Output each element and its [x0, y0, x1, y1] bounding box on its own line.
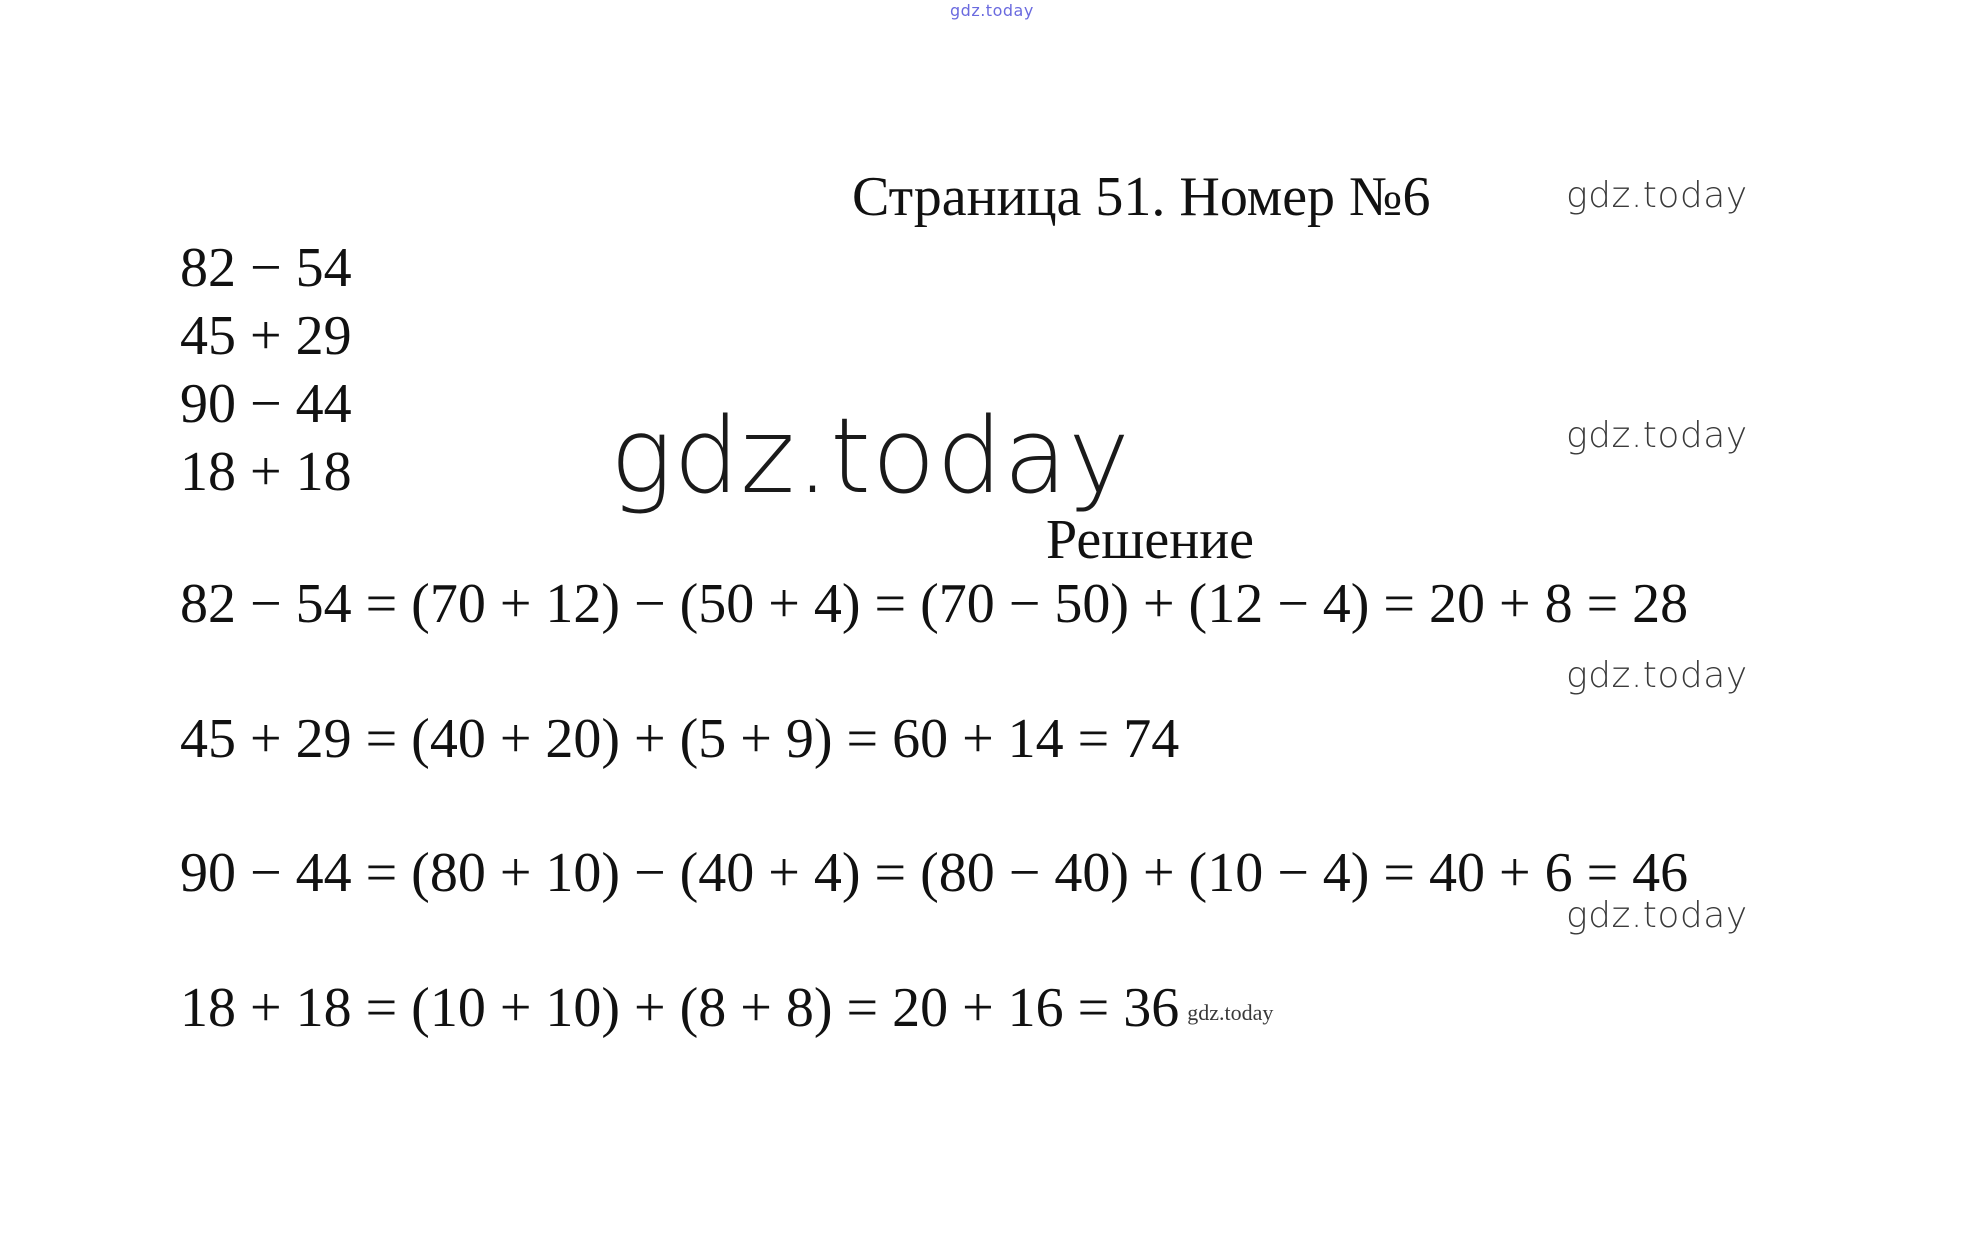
- watermark-right-4: gdz.today: [1566, 895, 1748, 936]
- watermark-right-2: gdz.today: [1566, 415, 1748, 456]
- page-title: Страница 51. Номер №6: [852, 166, 1431, 228]
- solution-title: Решение: [1046, 509, 1255, 571]
- top-watermark: gdz.today: [950, 1, 1034, 20]
- inline-watermark: gdz.today: [1187, 1000, 1274, 1025]
- task-line: 45 + 29: [180, 305, 352, 367]
- solution-line: [180, 977, 1274, 1039]
- watermark-right-1: gdz.today: [1566, 175, 1748, 216]
- solution-line: 82 − 54 = (70 + 12) − (50 + 4) = (70 − 50) + (12 − 4) = 20 + 8 = 28: [180, 573, 1689, 635]
- center-watermark: gdz.today: [610, 395, 1131, 517]
- task-line: 82 − 54: [180, 237, 352, 299]
- solution-line: 45 + 29 = (40 + 20) + (5 + 9) = 60 + 14 = 74: [180, 708, 1180, 770]
- watermark-right-3: gdz.today: [1566, 655, 1748, 696]
- solution-line: 90 − 44 = (80 + 10) − (40 + 4) = (80 − 40) + (10 − 4) = 40 + 6 = 46: [180, 842, 1689, 904]
- solution-text: 18 + 18 = (10 + 10) + (8 + 8) = 20 + 16 = 36: [180, 977, 1180, 1039]
- task-line: 90 − 44: [180, 373, 352, 435]
- task-line: 18 + 18: [180, 441, 352, 503]
